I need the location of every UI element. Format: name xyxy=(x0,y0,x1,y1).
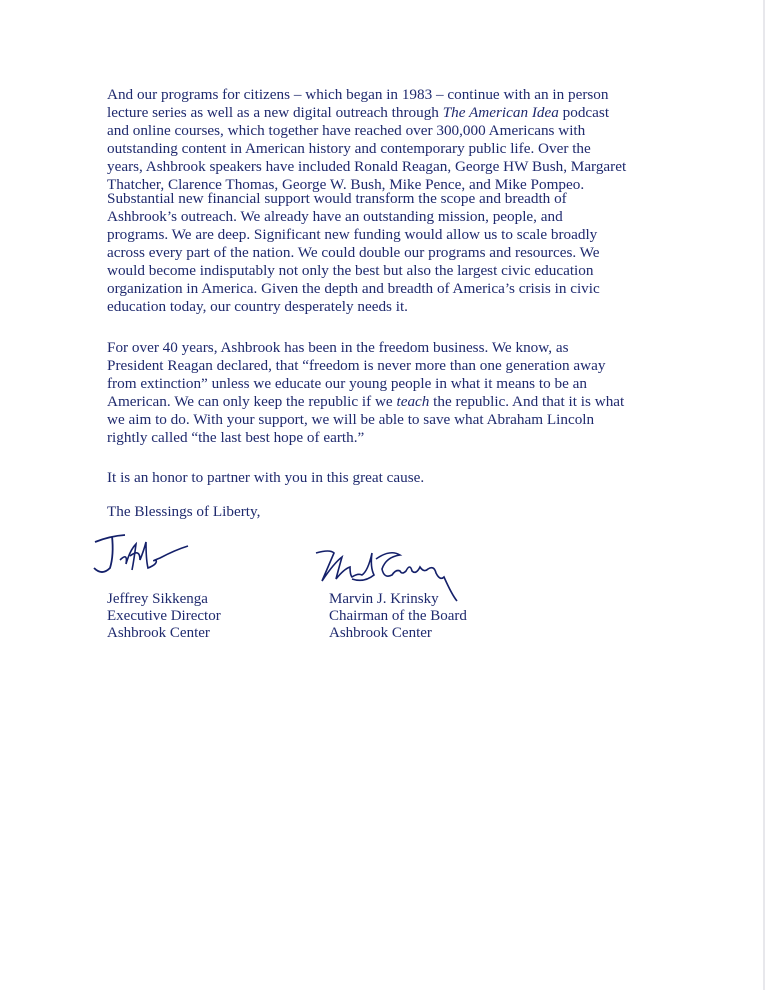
signatory-org: Ashbrook Center xyxy=(329,625,432,641)
paragraph-support xyxy=(107,190,707,316)
signatory-block-krinsky xyxy=(329,591,467,642)
text-line: outstanding content in American history and contemporary public life. Over the xyxy=(107,140,591,157)
text-segment: podcast xyxy=(558,104,610,121)
emphasis: teach xyxy=(396,393,430,410)
text-segment: American. We can only keep the republic if we xyxy=(107,393,397,410)
signatory-title: Chairman of the Board xyxy=(329,608,467,624)
text-line: Ashbrook’s outreach. We already have an outstanding mission, people, and xyxy=(107,208,563,225)
signature-sikkenga xyxy=(90,530,200,580)
paragraph-freedom xyxy=(107,339,707,447)
closing-text: The Blessings of Liberty, xyxy=(107,503,261,520)
text-segment: lecture series as well as a new digital outreach through xyxy=(107,104,443,121)
signatory-name: Marvin J. Krinsky xyxy=(329,591,439,607)
text-line: Substantial new financial support would transform the scope and breadth of xyxy=(107,190,567,207)
text-line: across every part of the nation. We could double our programs and resources. We xyxy=(107,244,600,261)
text-line xyxy=(107,393,707,411)
text-line xyxy=(107,104,707,122)
text-line: President Reagan declared, that “freedom is never more than one generation away xyxy=(107,357,606,374)
signatory-block-sikkenga xyxy=(107,591,221,642)
text-line: rightly called “the last best hope of earth.” xyxy=(107,429,365,446)
text-line: from extinction” unless we educate our young people in what it means to be an xyxy=(107,375,587,392)
text-line: we aim to do. With your support, we will be able to save what Abraham Lincoln xyxy=(107,411,595,428)
text-line: It is an honor to partner with you in this great cause. xyxy=(107,469,425,486)
signatory-org: Ashbrook Center xyxy=(107,625,210,641)
text-line: education today, our country desperately needs it. xyxy=(107,298,408,315)
text-segment: the republic. And that it is what xyxy=(429,393,625,410)
paragraph-programs xyxy=(107,86,707,194)
text-line: And our programs for citizens – which began in 1983 – continue with an in person xyxy=(107,86,609,103)
text-line: years, Ashbrook speakers have included Ronald Reagan, George HW Bush, Margaret xyxy=(107,158,627,175)
podcast-title: The American Idea xyxy=(442,104,559,121)
text-line: and online courses, which together have reached over 300,000 Americans with xyxy=(107,122,586,139)
signatory-name: Jeffrey Sikkenga xyxy=(107,591,208,607)
signatory-title: Executive Director xyxy=(107,608,221,624)
text-line: Thatcher, Clarence Thomas, George W. Bush, Mike Pence, and Mike Pompeo. xyxy=(107,176,585,193)
text-line: would become indisputably not only the best but also the largest civic education xyxy=(107,262,594,279)
text-line: organization in America. Given the depth and breadth of America’s crisis in civic xyxy=(107,280,600,297)
paragraph-honor xyxy=(107,469,707,487)
text-line: For over 40 years, Ashbrook has been in the freedom business. We know, as xyxy=(107,339,569,356)
text-line: programs. We are deep. Significant new funding would allow us to scale broadly xyxy=(107,226,598,243)
closing xyxy=(107,503,707,521)
